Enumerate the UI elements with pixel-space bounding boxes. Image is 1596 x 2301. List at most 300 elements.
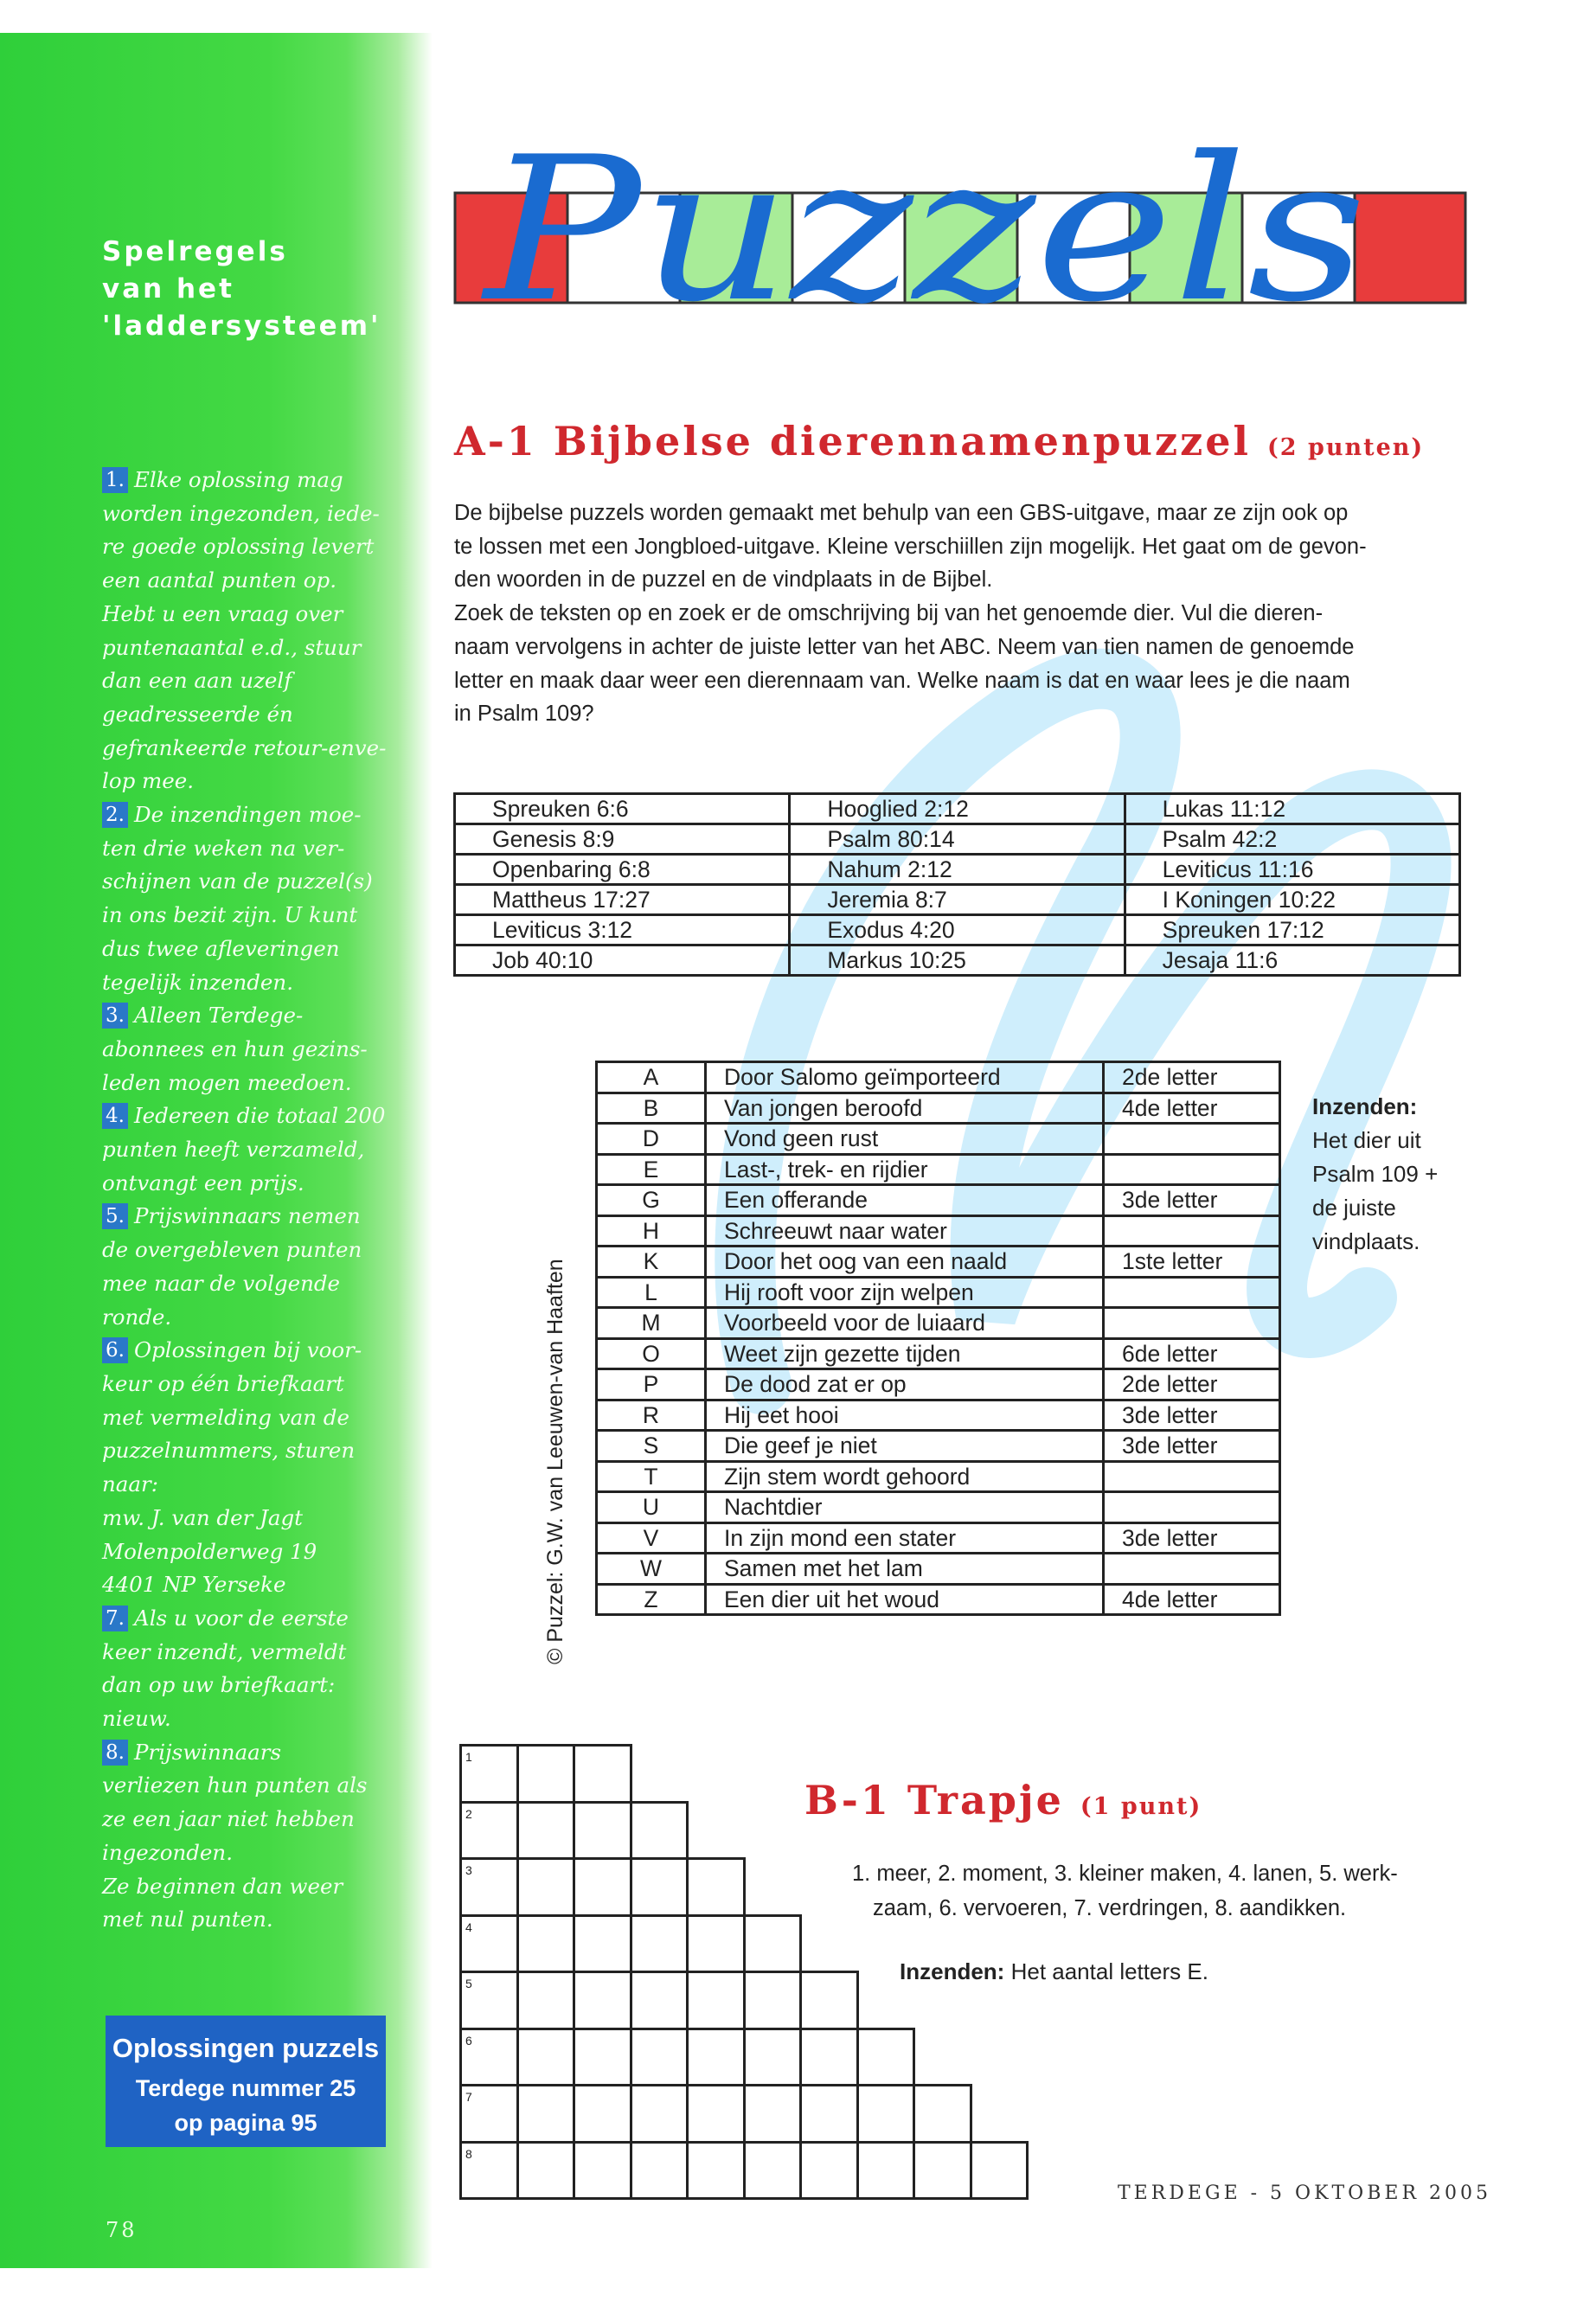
table-row: [597, 1554, 1280, 1585]
rule-number: 7.: [102, 1606, 128, 1631]
submit-label: Inzenden:: [1312, 1093, 1418, 1119]
reference-cell: Psalm 42:2: [1125, 824, 1459, 855]
table-row: [597, 1124, 1280, 1155]
stair-cell[interactable]: [913, 2141, 972, 2201]
abc-pos-cell: [1104, 1554, 1280, 1585]
abc-letter-cell: W: [597, 1554, 706, 1585]
rule-line: [102, 1434, 388, 1468]
stair-cell[interactable]: [573, 2028, 632, 2087]
abc-pos-cell: 4de letter: [1104, 1093, 1280, 1124]
reference-cell: Jeremia 8:7: [790, 885, 1125, 915]
intro-line: den woorden in de puzzel en de vindplaats in de Bijbel.: [454, 567, 993, 593]
abc-clue-cell: Weet zijn gezette tijden: [706, 1338, 1104, 1369]
reference-cell: Nahum 2:12: [790, 855, 1125, 885]
rule-text: Oplossingen bij voor-: [134, 1337, 362, 1363]
table-row: [597, 1461, 1280, 1492]
rule-line: [102, 832, 388, 866]
stair-row-number: 1: [465, 1750, 472, 1764]
rule-line: [102, 1903, 388, 1937]
abc-letter-cell: U: [597, 1492, 706, 1523]
abc-clue-cell: De dood zat er op: [706, 1369, 1104, 1400]
rule-item: [102, 1334, 388, 1602]
stair-cell[interactable]: [686, 2028, 746, 2087]
reference-cell: I Koningen 10:22: [1125, 885, 1459, 915]
abc-letter-cell: L: [597, 1277, 706, 1308]
reference-cell: Leviticus 11:16: [1125, 855, 1459, 885]
rule-line: [102, 798, 388, 832]
rule-line: [102, 1099, 388, 1133]
rule-text: met nul punten.: [102, 1907, 273, 1932]
reference-cell: Mattheus 17:27: [455, 885, 790, 915]
stair-cell[interactable]: [573, 2084, 632, 2144]
rule-text: leden mogen meedoen.: [102, 1069, 352, 1095]
puzzle-a-intro: [454, 497, 1471, 731]
solutions-box-line: Terdege nummer 25: [135, 2075, 356, 2101]
rule-line: [102, 698, 388, 732]
rules-list: [102, 464, 388, 1937]
stair-cell[interactable]: [573, 1744, 632, 1804]
stair-cell[interactable]: [516, 2141, 576, 2201]
rule-text: verliezen hun punten als: [102, 1772, 368, 1798]
stair-cell[interactable]: [799, 2028, 859, 2087]
solutions-box-ref: [106, 2071, 386, 2140]
rule-item: [102, 1099, 388, 1200]
rule-text: ontvangt een prijs.: [102, 1170, 304, 1195]
rule-line: [102, 1267, 388, 1301]
reference-cell: Jesaja 11:6: [1125, 945, 1459, 976]
rule-line: [102, 464, 388, 497]
clue-line: 1. meer, 2. moment, 3. kleiner maken, 4. lanen, 5. werk-: [852, 1862, 1398, 1886]
stair-cell[interactable]: [573, 1801, 632, 1861]
stair-cell[interactable]: [459, 1914, 519, 1974]
rule-text: ze een jaar niet hebben: [102, 1806, 355, 1832]
stair-cell[interactable]: [630, 1914, 689, 1974]
stair-cell[interactable]: [970, 2141, 1029, 2201]
rule-item: [102, 464, 388, 798]
stair-row-number: 4: [465, 1920, 472, 1934]
stair-cell[interactable]: [686, 1971, 746, 2030]
abc-letter-cell: V: [597, 1522, 706, 1554]
rule-line: [102, 1468, 388, 1502]
rule-line: [102, 497, 388, 531]
stair-cell[interactable]: [743, 2084, 803, 2144]
abc-letter-cell: P: [597, 1369, 706, 1400]
abc-clue-cell: Een dier uit het woud: [706, 1584, 1104, 1615]
stair-cell[interactable]: [799, 2141, 859, 2201]
rule-line: [102, 865, 388, 899]
abc-pos-cell: 2de letter: [1104, 1369, 1280, 1400]
stair-cell[interactable]: [743, 1914, 803, 1974]
alphabet-clue-table: [595, 1061, 1281, 1616]
rule-number: 5.: [102, 1203, 128, 1229]
stair-cell[interactable]: [630, 2084, 689, 2144]
abc-clue-cell: Hij rooft voor zijn welpen: [706, 1277, 1104, 1308]
rule-line: [102, 664, 388, 698]
rule-text: De inzendingen moe-: [134, 802, 362, 828]
abc-pos-cell: 3de letter: [1104, 1400, 1280, 1431]
stair-cell[interactable]: [516, 1801, 576, 1861]
abc-clue-cell: Zijn stem wordt gehoord: [706, 1461, 1104, 1492]
stair-cell[interactable]: [459, 2028, 519, 2087]
rule-line: [102, 1803, 388, 1836]
puzzle-credit: © Puzzel: G.W. van Leeuwen-van Haaften: [543, 1259, 567, 1664]
rule-number: 4.: [102, 1103, 128, 1129]
stair-row-number: 2: [465, 1806, 472, 1821]
rule-line: [102, 564, 388, 598]
rule-text: punten heeft verzameld,: [102, 1137, 365, 1163]
rule-text: de overgebleven punten: [102, 1237, 362, 1263]
stair-cell[interactable]: [743, 2141, 803, 2201]
stair-row-number: 8: [465, 2146, 472, 2161]
stair-cell[interactable]: [686, 1857, 746, 1917]
table-row: [597, 1369, 1280, 1400]
abc-clue-cell: Door het oog van een naald: [706, 1247, 1104, 1278]
abc-letter-cell: O: [597, 1338, 706, 1369]
stair-row-number: 7: [465, 2090, 472, 2104]
rule-text: ten drie weken na ver-: [102, 835, 345, 861]
abc-pos-cell: [1104, 1154, 1280, 1185]
puzzle-a-code: A-1: [454, 418, 537, 465]
stair-cell[interactable]: [573, 1971, 632, 2030]
table-row: [597, 1215, 1280, 1247]
rule-item: [102, 1200, 388, 1334]
sidebar-title-line: van het: [102, 273, 234, 304]
rule-number: 6.: [102, 1337, 128, 1363]
abc-pos-cell: 1ste letter: [1104, 1247, 1280, 1278]
rule-line: [102, 1033, 388, 1067]
rule-text: puntenaantal e.d., stuur: [102, 634, 362, 660]
puzzle-a-submit: [1312, 1090, 1468, 1259]
abc-pos-cell: 3de letter: [1104, 1522, 1280, 1554]
table-row: [455, 945, 1460, 976]
rule-text: Prijswinnaars nemen: [134, 1203, 361, 1229]
rule-line: [102, 1702, 388, 1736]
stair-cell[interactable]: [573, 2141, 632, 2201]
rule-line: [102, 1502, 388, 1535]
abc-clue-cell: Hij eet hooi: [706, 1400, 1104, 1431]
stair-cell[interactable]: [630, 2141, 689, 2201]
rule-text: keer inzendt, vermeldt: [102, 1638, 347, 1664]
stair-cell[interactable]: [516, 1744, 576, 1804]
rule-text: dan op uw briefkaart:: [102, 1672, 336, 1698]
abc-pos-cell: [1104, 1308, 1280, 1339]
submit-line: vindplaats.: [1312, 1228, 1420, 1254]
rule-line: [102, 999, 388, 1033]
solutions-box-line: op pagina 95: [174, 2110, 317, 2136]
rules-sidebar: [0, 33, 433, 2268]
abc-pos-cell: [1104, 1277, 1280, 1308]
rule-line: [102, 933, 388, 966]
abc-clue-cell: Van jongen beroofd: [706, 1093, 1104, 1124]
table-row: [597, 1492, 1280, 1523]
puzzle-b-clues: [852, 1856, 1458, 1926]
clue-line: zaam, 6. vervoeren, 7. verdringen, 8. aandikken.: [873, 1896, 1347, 1920]
rule-text: schijnen van de puzzel(s): [102, 868, 373, 894]
rule-text: 4401 NP Yerseke: [102, 1572, 286, 1598]
rule-text: Iedereen die totaal 200: [134, 1103, 386, 1129]
abc-pos-cell: 3de letter: [1104, 1431, 1280, 1462]
abc-clue-cell: Last-, trek- en rijdier: [706, 1154, 1104, 1185]
abc-clue-cell: Vond geen rust: [706, 1124, 1104, 1155]
abc-clue-cell: Die geef je niet: [706, 1431, 1104, 1462]
stair-cell[interactable]: [459, 1857, 519, 1917]
reference-cell: Lukas 11:12: [1125, 794, 1459, 824]
rule-line: [102, 1368, 388, 1401]
rule-line: [102, 899, 388, 933]
abc-pos-cell: 2de letter: [1104, 1062, 1280, 1093]
intro-line: te lossen met een Jongbloed-uitgave. Kleine verschiillen zijn mogelijk. Het gaat om de gevon-: [454, 534, 1367, 559]
stair-cell[interactable]: [686, 2141, 746, 2201]
stair-row-number: 6: [465, 2033, 472, 2048]
abc-clue-cell: Samen met het lam: [706, 1554, 1104, 1585]
stair-cell[interactable]: [856, 2141, 916, 2201]
intro-line: in Psalm 109?: [454, 702, 594, 727]
table-row: [597, 1308, 1280, 1339]
stair-cell[interactable]: [573, 1914, 632, 1974]
puzzle-b-points: (1 punt): [1080, 1793, 1202, 1820]
abc-pos-cell: [1104, 1124, 1280, 1155]
stair-cell[interactable]: [459, 2084, 519, 2144]
stair-row-number: 5: [465, 1977, 472, 1990]
reference-cell: Spreuken 6:6: [455, 794, 790, 824]
stair-cell[interactable]: [516, 2084, 576, 2144]
table-row: [597, 1062, 1280, 1093]
abc-letter-cell: G: [597, 1185, 706, 1216]
sidebar-title-line: 'laddersysteem': [102, 311, 381, 342]
rule-text: Molenpolderweg 19: [102, 1538, 317, 1564]
table-row: [597, 1185, 1280, 1216]
rule-text: lop mee.: [102, 768, 195, 794]
stair-row-number: 3: [465, 1863, 472, 1877]
stair-cell[interactable]: [630, 1857, 689, 1917]
rule-text: dan een aan uzelf: [102, 668, 292, 694]
page-footer: TERDEGE - 5 OKTOBER 2005: [1118, 2182, 1491, 2204]
stair-cell[interactable]: [630, 1971, 689, 2030]
intro-line: naam vervolgens in achter de juiste letter van het ABC. Neem van tien namen de genoemde: [454, 634, 1355, 659]
table-row: [597, 1338, 1280, 1369]
stair-cell[interactable]: [459, 1801, 519, 1861]
rule-text: Alleen Terdege-: [134, 1003, 304, 1029]
rule-line: [102, 732, 388, 766]
rule-line: [102, 1736, 388, 1770]
table-row: [455, 855, 1460, 885]
abc-clue-cell: Voorbeeld voor de luiaard: [706, 1308, 1104, 1339]
rule-text: mw. J. van der Jagt: [102, 1504, 304, 1530]
abc-clue-cell: Nachtdier: [706, 1492, 1104, 1523]
stair-cell[interactable]: [516, 1914, 576, 1974]
rule-number: 8.: [102, 1740, 128, 1766]
rule-line: [102, 1602, 388, 1636]
abc-letter-cell: M: [597, 1308, 706, 1339]
rule-text: Als u voor de eerste: [134, 1605, 349, 1631]
rule-text: worden ingezonden, iede-: [102, 500, 380, 526]
rule-line: [102, 966, 388, 1000]
reference-cell: Markus 10:25: [790, 945, 1125, 976]
sidebar-title-line: Spelregels: [102, 236, 288, 267]
rule-text: met vermelding van de: [102, 1404, 349, 1430]
rule-line: [102, 1636, 388, 1670]
submit-line: de juiste: [1312, 1195, 1396, 1221]
table-row: [597, 1247, 1280, 1278]
stair-cell[interactable]: [630, 1801, 689, 1861]
reference-cell: Spreuken 17:12: [1125, 915, 1459, 945]
solutions-box-title: Oplossingen puzzels: [112, 2033, 380, 2063]
rule-text: Ze beginnen dan weer: [102, 1873, 343, 1899]
abc-clue-cell: Door Salomo geïmporteerd: [706, 1062, 1104, 1093]
submit-label: Inzenden:: [900, 1958, 1005, 1984]
reference-cell: Exodus 4:20: [790, 915, 1125, 945]
abc-letter-cell: D: [597, 1124, 706, 1155]
rule-line: [102, 1568, 388, 1602]
stair-cell[interactable]: [459, 1744, 519, 1804]
table-row: [597, 1093, 1280, 1124]
puzzle-b-code: B-1: [804, 1777, 891, 1823]
rule-text: ingezonden.: [102, 1839, 233, 1865]
submit-text: Het aantal letters E.: [1010, 1958, 1208, 1984]
rule-line: [102, 1836, 388, 1870]
abc-pos-cell: [1104, 1461, 1280, 1492]
rule-text: puzzelnummers, sturen: [102, 1438, 356, 1464]
table-row: [597, 1522, 1280, 1554]
rule-line: [102, 1067, 388, 1100]
stair-cell[interactable]: [856, 2028, 916, 2087]
abc-letter-cell: A: [597, 1062, 706, 1093]
reference-cell: Job 40:10: [455, 945, 790, 976]
rule-text: ronde.: [102, 1304, 172, 1330]
stair-cell[interactable]: [516, 1971, 576, 2030]
abc-letter-cell: K: [597, 1247, 706, 1278]
rule-text: Hebt u een vraag over: [102, 600, 343, 626]
abc-letter-cell: T: [597, 1461, 706, 1492]
table-row: [455, 915, 1460, 945]
rule-text: geadresseerde én: [102, 701, 293, 727]
stair-cell[interactable]: [799, 1971, 859, 2030]
solutions-box: [106, 2016, 386, 2147]
rule-number: 3.: [102, 1003, 128, 1029]
table-row: [455, 824, 1460, 855]
puzzle-a-name: Bijbelse dierennamenpuzzel: [553, 418, 1251, 465]
rule-line: [102, 1133, 388, 1167]
intro-line: De bijbelse puzzels worden gemaakt met behulp van een GBS-uitgave, maar ze zijn ook op: [454, 501, 1349, 525]
rule-text: mee naar de volgende: [102, 1270, 341, 1296]
page-number: 78: [106, 2218, 138, 2242]
stair-cell[interactable]: [743, 1971, 803, 2030]
abc-pos-cell: 6de letter: [1104, 1338, 1280, 1369]
abc-letter-cell: E: [597, 1154, 706, 1185]
stair-cell[interactable]: [913, 2084, 972, 2144]
rule-line: [102, 1334, 388, 1368]
abc-letter-cell: S: [597, 1431, 706, 1462]
reference-cell: Hooglied 2:12: [790, 794, 1125, 824]
abc-clue-cell: In zijn mond een stater: [706, 1522, 1104, 1554]
abc-pos-cell: [1104, 1492, 1280, 1523]
puzzle-b-name: Trapje: [907, 1777, 1064, 1823]
abc-pos-cell: 4de letter: [1104, 1584, 1280, 1615]
rule-line: [102, 1669, 388, 1702]
stair-cell[interactable]: [459, 2141, 519, 2201]
rule-text: dus twee afleveringen: [102, 935, 340, 961]
rule-line: [102, 1301, 388, 1335]
rule-text: in ons bezit zijn. U kunt: [102, 902, 358, 928]
table-row: [455, 885, 1460, 915]
rule-line: [102, 530, 388, 564]
rule-item: [102, 999, 388, 1099]
abc-clue-cell: Een offerande: [706, 1185, 1104, 1216]
stair-cell[interactable]: [573, 1857, 632, 1917]
stair-cell[interactable]: [743, 2028, 803, 2087]
abc-letter-cell: Z: [597, 1584, 706, 1615]
submit-line: Het dier uit: [1312, 1127, 1421, 1153]
rule-line: [102, 1200, 388, 1234]
stair-cell[interactable]: [686, 1914, 746, 1974]
rule-line: [102, 598, 388, 631]
rule-text: naar:: [102, 1471, 158, 1497]
abc-clue-cell: Schreeuwt naar water: [706, 1215, 1104, 1247]
intro-line: Zoek de teksten op en zoek er de omschrijving bij van het genoemde dier. Vul die dieren-: [454, 601, 1324, 626]
rule-line: [102, 765, 388, 798]
header-title-banner: [450, 130, 1471, 389]
stair-cell[interactable]: [799, 2084, 859, 2144]
table-row: [455, 794, 1460, 824]
stair-cell[interactable]: [516, 2028, 576, 2087]
stair-cell[interactable]: [459, 1971, 519, 2030]
intro-line: letter en maak daar weer een dierennaam van. Welke naam is dat en waar lees je die naam: [454, 668, 1350, 693]
abc-pos-cell: [1104, 1215, 1280, 1247]
rule-text: Prijswinnaars: [134, 1739, 282, 1765]
rule-line: [102, 631, 388, 665]
rule-line: [102, 1167, 388, 1201]
table-row: [597, 1400, 1280, 1431]
abc-letter-cell: B: [597, 1093, 706, 1124]
reference-cell: Openbaring 6:8: [455, 855, 790, 885]
table-row: [597, 1277, 1280, 1308]
rule-text: abonnees en hun gezins-: [102, 1035, 368, 1061]
puzzle-a-title: [454, 418, 1424, 465]
reference-cell: Psalm 80:14: [790, 824, 1125, 855]
sidebar-title: [102, 234, 388, 345]
rule-text: nieuw.: [102, 1706, 171, 1732]
puzzle-b-submit: [900, 1958, 1208, 1985]
reference-cell: Genesis 8:9: [455, 824, 790, 855]
abc-letter-cell: H: [597, 1215, 706, 1247]
rule-text: re goede oplossing levert: [102, 534, 375, 560]
rule-number: 2.: [102, 802, 128, 828]
stair-cell[interactable]: [630, 2028, 689, 2087]
rule-text: Elke oplossing mag: [134, 467, 343, 492]
rule-text: een aantal punten op.: [102, 567, 337, 593]
rule-item: [102, 1602, 388, 1736]
submit-line: Psalm 109 +: [1312, 1161, 1439, 1187]
table-row: [597, 1584, 1280, 1615]
stair-cell[interactable]: [516, 1857, 576, 1917]
header-title: Puzzels: [480, 130, 1368, 346]
rule-line: [102, 1769, 388, 1803]
rule-item: [102, 1736, 388, 1937]
rule-line: [102, 1234, 388, 1267]
rule-line: [102, 1401, 388, 1435]
rule-line: [102, 1535, 388, 1569]
reference-cell: Leviticus 3:12: [455, 915, 790, 945]
abc-letter-cell: R: [597, 1400, 706, 1431]
table-row: [597, 1154, 1280, 1185]
stair-cell[interactable]: [686, 2084, 746, 2144]
abc-pos-cell: 3de letter: [1104, 1185, 1280, 1216]
rule-item: [102, 798, 388, 999]
stair-cell[interactable]: [856, 2084, 916, 2144]
table-row: [597, 1431, 1280, 1462]
rule-text: keur op één briefkaart: [102, 1370, 344, 1396]
bible-references-table: [453, 792, 1461, 977]
